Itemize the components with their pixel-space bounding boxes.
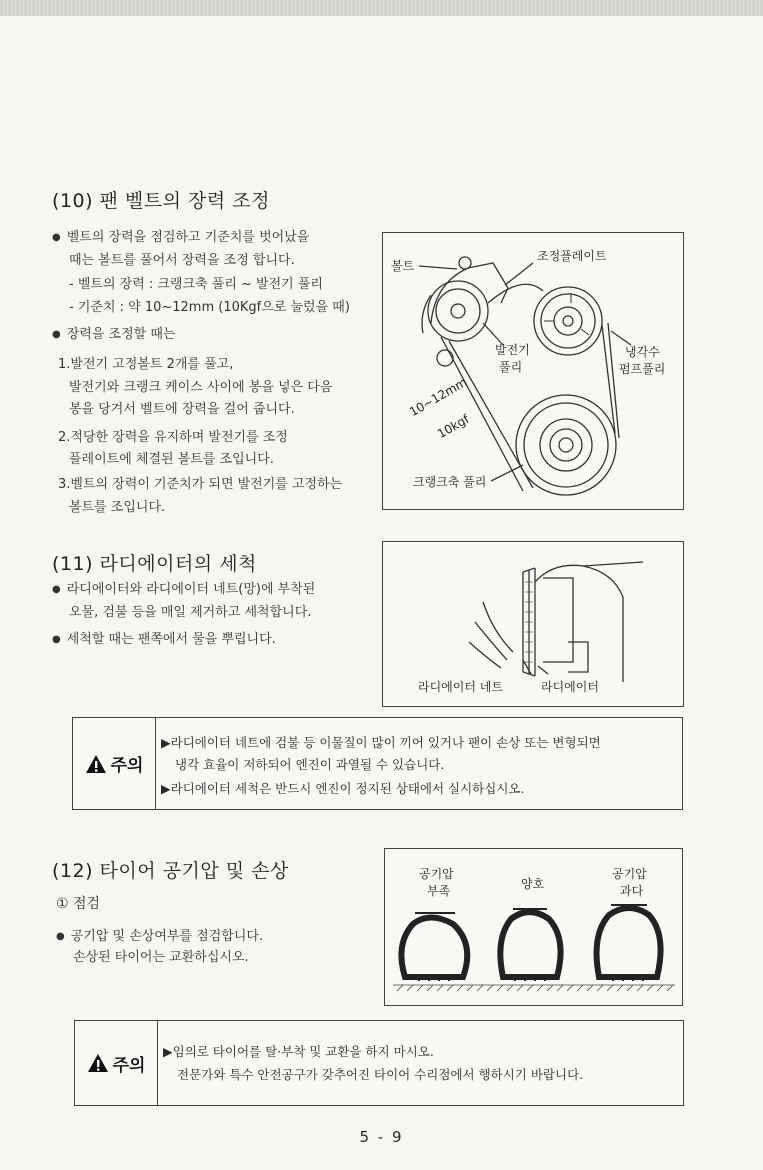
section-12-bullet-1-cont: 손상된 타이어는 교환하십시오. bbox=[73, 950, 249, 965]
section-12-title: (12) 타이어 공기압 및 손상 bbox=[52, 860, 289, 882]
section-10-sub-1: - 벨트의 장력 : 크랭크축 풀리 ~ 발전기 풀리 bbox=[69, 277, 323, 292]
caution-2-line-1: ▶임의로 타이어를 탈·부착 및 교환을 하지 마시오. bbox=[163, 1044, 434, 1059]
caution-text: 주의 bbox=[112, 1055, 146, 1076]
caution-label bbox=[85, 751, 144, 776]
section-10-step-2: 2.적당한 장력을 유지하며 발전기를 조정 bbox=[58, 430, 288, 445]
label-adjust-plate: 조정플레이트 bbox=[537, 249, 607, 263]
label-force: 10kgf bbox=[435, 411, 472, 442]
caution-label-cell bbox=[73, 718, 156, 809]
section-11-bullet-1: ● 라디에이터와 라디에이터 네트(망)에 부착된 bbox=[52, 578, 315, 603]
label-deflection: 10~12mm bbox=[407, 375, 470, 420]
label-radiator: 라디에이터 bbox=[541, 680, 599, 694]
caution-box-radiator bbox=[72, 717, 683, 810]
caution-box-tire bbox=[74, 1020, 684, 1106]
label-good: 양호 bbox=[521, 877, 545, 891]
caution-2-line-2: 전문가와 특수 안전공구가 갖추어진 타이어 수리점에서 행하시기 바랍니다. bbox=[177, 1067, 584, 1082]
section-12-subtitle: ① 점검 bbox=[56, 896, 101, 912]
section-10-title: (10) 팬 벨트의 장력 조정 bbox=[52, 190, 270, 212]
caution-1-line-1: ▶라디에이터 네트에 검불 등 이물질이 많이 끼어 있거나 팬이 손상 또는 변형되면 bbox=[161, 735, 601, 750]
radiator-figure bbox=[382, 541, 684, 707]
label-crank-pulley: 크랭크축 풀리 bbox=[413, 475, 487, 489]
section-10-step-3-cont: 볼트를 조입니다. bbox=[69, 500, 166, 515]
caution-1-line-3: ▶라디에이터 세척은 반드시 엔진이 정지된 상태에서 실시하십시오. bbox=[161, 781, 525, 796]
label-high-pressure-a: 공기압 bbox=[612, 867, 647, 881]
caution-label bbox=[87, 1051, 146, 1076]
section-10-bullet-1-cont: 때는 볼트를 풀어서 장력을 조정 합니다. bbox=[69, 253, 295, 268]
section-10-step-1: 1.발전기 고정볼트 2개를 풀고, bbox=[58, 357, 234, 372]
section-10-step-1-cont-b: 봉을 당겨서 벨트에 장력을 걸어 줍니다. bbox=[69, 402, 295, 417]
label-pump-pulley-b: 펌프풀리 bbox=[619, 362, 666, 376]
section-12-bullet-1: ● 공기압 및 손상여부를 점검합니다. bbox=[56, 925, 263, 950]
label-pump-pulley-a: 냉각수 bbox=[625, 345, 660, 359]
label-radiator-net: 라디에이터 네트 bbox=[418, 680, 503, 694]
label-alternator-pulley-a: 발전기 bbox=[495, 343, 530, 357]
section-11-title: (11) 라디에이터의 세척 bbox=[52, 553, 257, 575]
section-10-bullet-1: ● 벨트의 장력을 점검하고 기준치를 벗어났을 bbox=[52, 226, 309, 251]
section-11-bullet-2: ● 세척할 때는 팬쪽에서 물을 뿌립니다. bbox=[52, 628, 276, 653]
label-low-pressure-a: 공기압 bbox=[419, 867, 454, 881]
caution-label-cell bbox=[75, 1021, 158, 1105]
section-11-bullet-1-cont: 오물, 검불 등을 매일 제거하고 세척합니다. bbox=[69, 605, 312, 620]
fan-belt-figure bbox=[382, 232, 684, 510]
caution-1-line-2: 냉각 효율이 저하되어 엔진이 과열될 수 있습니다. bbox=[175, 757, 445, 772]
scan-top-band bbox=[0, 0, 763, 16]
label-bolt: 볼트 bbox=[391, 259, 415, 273]
section-10-step-3: 3.벨트의 장력이 기준치가 되면 발전기를 고정하는 bbox=[58, 477, 343, 492]
tire-pressure-figure bbox=[384, 848, 683, 1006]
label-high-pressure-b: 과다 bbox=[620, 884, 644, 898]
warning-icon bbox=[87, 1053, 109, 1073]
section-10-sub-2: - 기준치 : 약 10~12mm (10Kgf으로 눌렀을 때) bbox=[69, 300, 350, 315]
label-alternator-pulley-b: 풀리 bbox=[499, 360, 523, 374]
section-10-bullet-2: ● 장력을 조정할 때는 bbox=[52, 323, 175, 348]
warning-icon bbox=[85, 754, 107, 774]
label-low-pressure-b: 부족 bbox=[427, 884, 451, 898]
section-10-step-1-cont-a: 발전기와 크랭크 케이스 사이에 봉을 넣은 다음 bbox=[69, 380, 333, 395]
section-10-step-2-cont: 플레이트에 체결된 볼트를 조입니다. bbox=[69, 452, 274, 467]
page-number: 5 - 9 bbox=[359, 1128, 404, 1146]
caution-text: 주의 bbox=[110, 756, 144, 776]
